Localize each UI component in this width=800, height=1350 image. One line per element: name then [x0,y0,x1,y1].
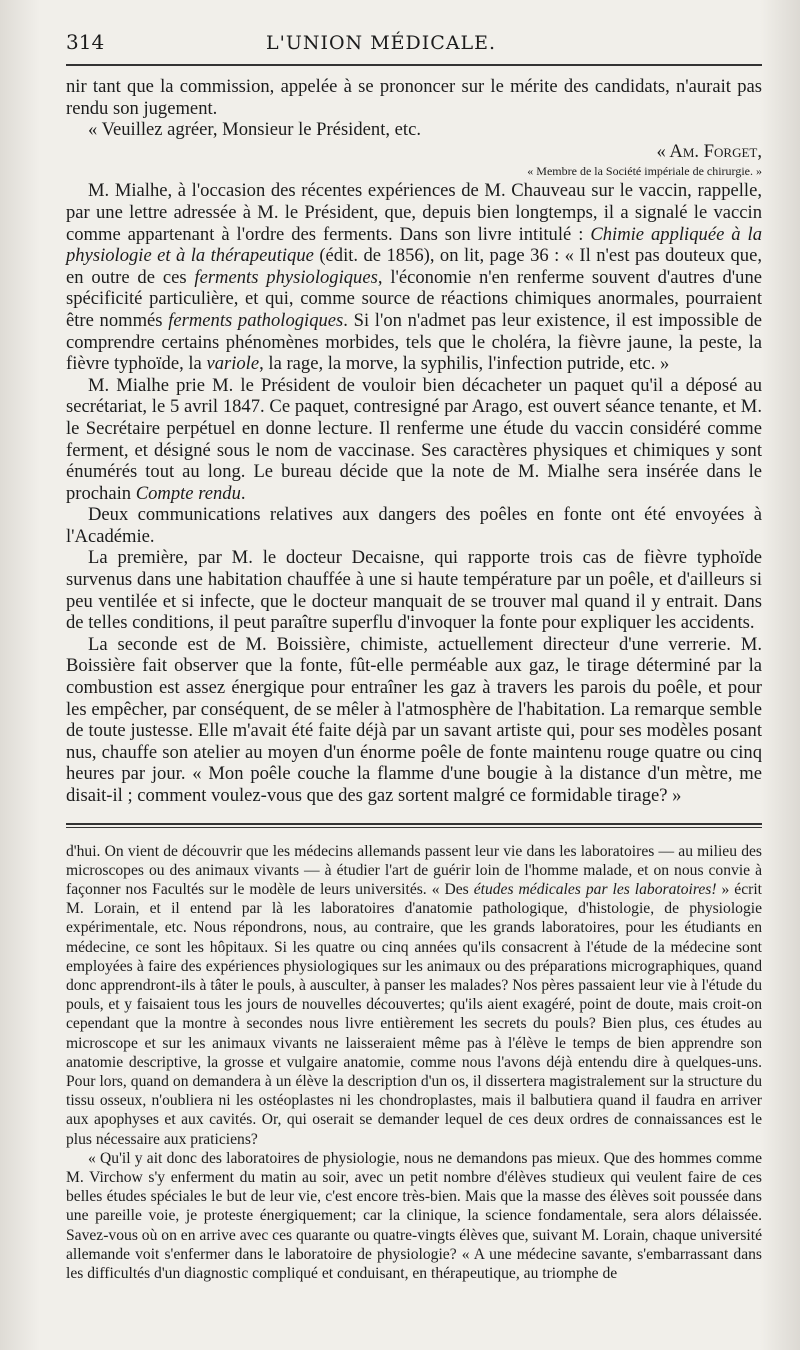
text-run: » écrit M. Lorain, et il entend par là les laboratoires d'anatomie pathologique, d'histologie, de physiologie expérimentale, etc. Nous répondrons, nous, au contraire, que les grands laboratoires, pour les étudiants en médecine, ce sont les hôpitaux. Si les quatre ou cinq années qu'ils consacrent à l'étude de la médecine sont employées à faire des expériences physiologiques sur les animaux ou des préparations micrographiques, quand donc apprendront-ils à tâter le pouls, à ausculter, à panser les malades? Nos pères passaient leur vie à l'étude du pouls, et y faisaient tous les jours de nouvelles découvertes; qu'ils aient exagéré, point de doute, mais croit-on cependant que la montre à secondes nous livre entièrement les secrets du pouls? Bien plus, ces études au microscope et sur les animaux vivants ne laisseraient même pas à l'élève le temps de bien apprendre son anatomie descriptive, la grosse et vulgaire anatomie, comme nous l'avons déjà entendu dire à quelques-uns. Pour lors, quand on demandera à un élève la description d'un os, il dissertera magistralement sur la structure du tissu osseux, n'oubliera ni les ostéoplastes ni les chondroplastes, mais il balbutiera quand il faudra en arriver aux apophyses et aux cavités. Or, qui oserait se demander lequel de ces deux ordres de connaissances est le plus nécessaire aux praticiens? [66,881,762,1148]
journal-title: L'UNION MÉDICALE. [266,32,497,54]
text-run: M. Mialhe, à l'occasion des récentes expériences de M. Chauveau sur le vaccin, rappelle, par une lettre adressée à M. le Président, que, depuis bien longtemps, il a signalé le vaccin comme appartenant à l'ordre des ferments. Dans son livre intitulé : [66,180,762,245]
text-run: (édit. de 1856), on lit, page 36 : « Il n'est pas douteux que, en outre de ces [66,245,762,288]
paragraph-paquet [66,375,762,505]
paragraph-closing-formula: « Veuillez agréer, Monsieur le Président, etc. [88,119,421,141]
text-run: d'hui. On vient de découvrir que les médecins allemands passent leur vie dans les laboratoires — au milieu des microscopes ou des animaux vivants — à étudier l'art de guérir loin de l'homme malade, et on nous convie à façonner nos Facultés sur le modèle de leurs universités. « Des [66,842,762,898]
book-title: Chimie appliquée à la physiologie et à la thérapeutique [66,223,762,267]
text-run: , la rage, la morve, la syphilis, l'infection putride, etc. » [259,353,670,375]
text-run: . Si l'on n'admet pas leur existence, il est impossible de comprendre certains phénomènes morbides, tels que le choléra, la fièvre jaune, la peste, la fièvre typhoïde, la [66,309,762,375]
italic-term: variole [206,353,260,375]
page-number: 314 [66,30,105,54]
italic-term: ferments pathologiques [168,309,344,331]
feuilleton-separator [66,823,762,828]
text-run: M. Mialhe prie M. le Président de vouloir bien décacheter un paquet qu'il a déposé au secrétariat, le 5 avril 1847. Ce paquet, contresigné par Arago, est ouvert séance tenante, et M. le Secrétaire perpétuel en donne lecture. Il renferme une étude du vaccin considéré comme ferment, et désigné sous le nom de vaccinase. Ses caractères physiques et chimiques y sont énumérés tout au long. Le bureau décide que la note de M. Mialhe sera insérée dans le prochain [66,374,762,504]
running-head [66,30,762,64]
header-rule [66,64,762,66]
paragraph-boissiere: La seconde est de M. Boissière, chimiste, actuellement directeur d'une verrerie. M. Boissière fait observer que la fonte, fût-elle perméable aux gaz, le tirage déterminé par la combustion est assez énergique pour entraîner les gaz à travers les parois du poêle, et pour les empêcher, par conséquent, de se mêler à l'atmosphère de l'habitation. La remarque semble de toute justesse. Elle m'avait été faite déjà par un savant artiste qui, pour ses modèles posant nus, chauffe son atelier au moyen d'un énorme poêle de fonte maintenu rouge quatre ou cinq heures par jour. « Mon poêle couche la flamme d'une bougie à la distance d'un mètre, me disait-il ; comment voulez-vous que des gaz sortent malgré ce formidable tirage? » [66,633,762,806]
feuilleton-column [66,842,762,1284]
feuilleton-paragraph [66,842,762,1149]
paragraph-continuation: nir tant que la commission, appelée à se prononcer sur le mérite des candidats, n'aurait pas rendu son jugement. [66,76,762,119]
text-run: , l'économie n'en renferme souvent d'autres d'une spécificité particulière, et qui, comme source de réactions chimiques anormales, pourraient être nommés [66,266,762,331]
signature-title: « Membre de la Société impériale de chirurgie. » [527,164,762,179]
paragraph-decaisne: La première, par M. le docteur Decaisne, qui rapporte trois cas de fièvre typhoïde survenus dans une habitation chauffée à une si haute température par un poêle, et d'ailleurs si peu ventilée et si infecte, que le docteur manquait de se trouver mal quand il y entrait. Dans de telles conditions, il peut paraître superflu d'invoquer la fonte pour expliquer les accidents. [66,547,762,634]
main-column [66,76,762,807]
signature: « Am. Forget, [656,140,762,162]
feuilleton-paragraph: « Qu'il y ait donc des laboratoires de physiologie, nous ne demandons pas mieux. Que des hommes comme M. Virchow s'y enferment du matin au soir, avec un petit nombre d'élèves studieux qui veulent faire de ces belles études spéciales le but de leur vie, c'est encore très-bien. Mais que la masse des élèves soit poussée dans une pareille voie, je proteste énergiquement; car la clinique, la science fondamentale, sera alors délaissée. Savez-vous où on en arrive avec ces quarante ou quatre-vingts élèves que, suivant M. Lorain, chaque université allemande voit s'enfermer dans le laboratoire de physiologie? « A une médecine savante, s'embarrassant dans les difficultés d'un diagnostic compliqué et conduisant, en thérapeutique, au triomphe de [66,1149,762,1283]
paragraph-poeles: Deux communications relatives aux dangers des poêles en fonte ont été envoyées à l'Académie. [66,504,762,547]
italic-term: ferments physiologiques [194,266,378,288]
paragraph-mialhe [66,180,762,374]
italic-term: études médicales par les laboratoires! [473,881,717,898]
italic-term: Compte rendu [135,482,241,504]
text-run: . [240,482,246,504]
